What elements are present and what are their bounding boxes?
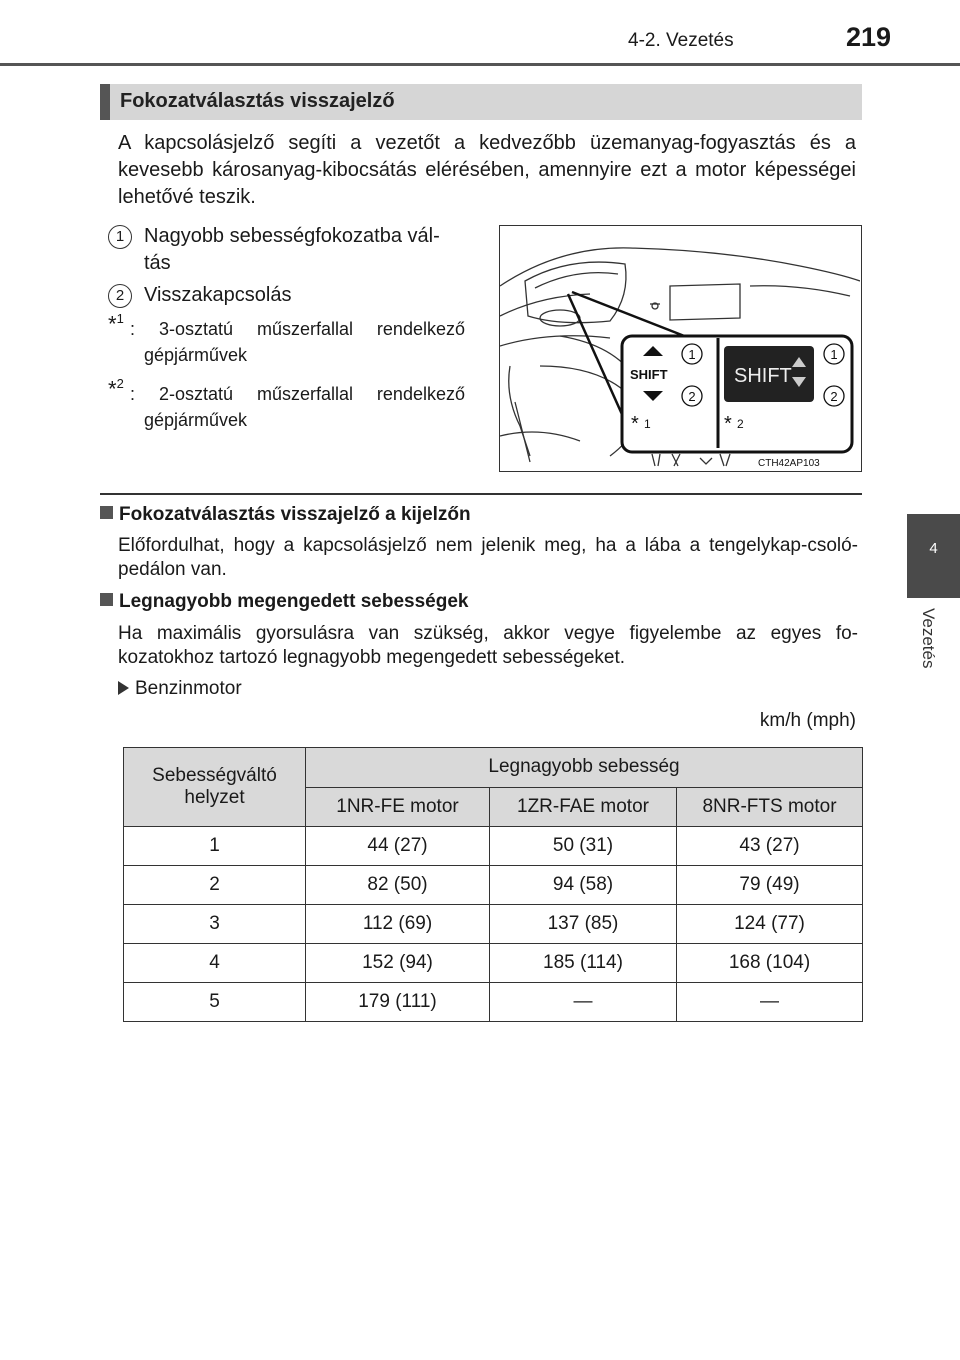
table-row <box>124 827 863 866</box>
note-1-line1: : 3-osztatú műszerfallal rendelkező <box>130 319 465 339</box>
subsection-1-title: Fokozatválasztás visszajelző a kijelzőn <box>100 504 471 526</box>
section-title: Fokozatválasztás visszajelző <box>120 90 395 112</box>
svg-text:1: 1 <box>644 417 651 431</box>
legend-item-1 <box>144 223 440 277</box>
chapter-tab <box>907 514 960 598</box>
column-header: 1ZR-FAE motor <box>490 787 677 827</box>
max-speed-table <box>123 747 863 1022</box>
table-cell: 112 (69) <box>306 905 490 944</box>
legend-item-2: Visszakapcsolás <box>144 284 292 306</box>
svg-text:*: * <box>631 413 639 435</box>
table-cell: 43 (27) <box>677 827 863 866</box>
figure-code: CTH42AP103 <box>758 458 820 469</box>
svg-text:1: 1 <box>830 347 838 362</box>
table-cell: 4 <box>124 944 306 983</box>
shift-label-3dial: SHIFT <box>630 367 668 382</box>
table-cell: 94 (58) <box>490 866 677 905</box>
table-cell: 44 (27) <box>306 827 490 866</box>
table-cell: 185 (114) <box>490 944 677 983</box>
content-divider <box>100 493 862 495</box>
table-row <box>124 983 863 1022</box>
position-header: Sebességváltó helyzet <box>124 748 306 827</box>
table-row <box>124 905 863 944</box>
table-cell: 152 (94) <box>306 944 490 983</box>
table-cell: — <box>677 983 863 1022</box>
dashboard-drawing <box>500 226 860 470</box>
square-bullet-icon <box>100 593 113 606</box>
table-cell: 179 (111) <box>306 983 490 1022</box>
note-marker-1: *$^1$ <box>108 311 124 337</box>
table-cell: 2 <box>124 866 306 905</box>
subsection-2-title: Legnagyobb megengedett sebességek <box>100 591 469 613</box>
table-cell: 3 <box>124 905 306 944</box>
legend-number-2: 2 <box>108 284 132 308</box>
square-bullet-icon <box>100 506 113 519</box>
legend-item-1-line1: Nagyobb sebességfokozatba vál- <box>144 225 440 247</box>
note-2-line2: gépjárművek <box>144 410 248 430</box>
dashboard-illustration <box>499 225 862 472</box>
svg-text:2: 2 <box>737 417 744 431</box>
note-1-line2: gépjárművek <box>144 345 248 365</box>
note-2-line1: : 2-osztatú műszerfallal rendelkező <box>130 384 465 404</box>
section-title-bar <box>100 84 862 120</box>
subsection-2-text: Ha maximális gyorsulásra van szükség, akkor vegye figyelembe az egyes fo-kozatokhoz tartozó legnagyobb megengedett sebességeket. <box>118 623 858 668</box>
svg-text:*: * <box>724 413 732 435</box>
note-marker-2: *$^2$ <box>108 376 124 402</box>
svg-text:2: 2 <box>830 389 838 404</box>
table-cell: 82 (50) <box>306 866 490 905</box>
table-cell: 168 (104) <box>677 944 863 983</box>
table-cell: 50 (31) <box>490 827 677 866</box>
column-header: 1NR-FE motor <box>306 787 490 827</box>
unit-label: km/h (mph) <box>759 710 856 731</box>
legend-number-1: 1 <box>108 225 132 249</box>
page-number: 219 <box>846 22 892 52</box>
table-row <box>124 866 863 905</box>
note-1 <box>130 316 465 368</box>
table-cell: 5 <box>124 983 306 1022</box>
table-row <box>124 944 863 983</box>
column-header: 8NR-FTS motor <box>677 787 863 827</box>
triangle-bullet-icon <box>118 681 129 695</box>
svg-text:1: 1 <box>688 347 696 362</box>
table-cell: 79 (49) <box>677 866 863 905</box>
subsection-1-text: Előfordulhat, hogy a kapcsolásjelző nem jelenik meg, ha a lába a tengelykap-csoló-pedálon van. <box>118 535 858 580</box>
max-speed-header: Legnagyobb sebesség <box>306 748 863 788</box>
engine-type: Benzinmotor <box>118 678 242 700</box>
shift-label-2dial: SHIFT <box>734 365 792 387</box>
table-cell: 124 (77) <box>677 905 863 944</box>
table-cell: 137 (85) <box>490 905 677 944</box>
intro-paragraph: A kapcsolásjelző segíti a vezetőt a kedvezőbb üzemanyag-fogyasztás és a kevesebb károsanyag-kibocsátás elérésében, amennyire ezt a motor képességei lehetővé teszik. <box>118 132 856 208</box>
chapter-label: Vezetés <box>919 608 938 669</box>
legend-item-1-line2: tás <box>144 252 171 274</box>
header-divider <box>0 63 960 66</box>
table-cell: — <box>490 983 677 1022</box>
svg-text:2: 2 <box>688 389 696 404</box>
table-cell: 1 <box>124 827 306 866</box>
chapter-number: 4 <box>929 540 938 557</box>
section-header: 4-2. Vezetés <box>628 30 734 51</box>
note-2 <box>130 381 465 433</box>
